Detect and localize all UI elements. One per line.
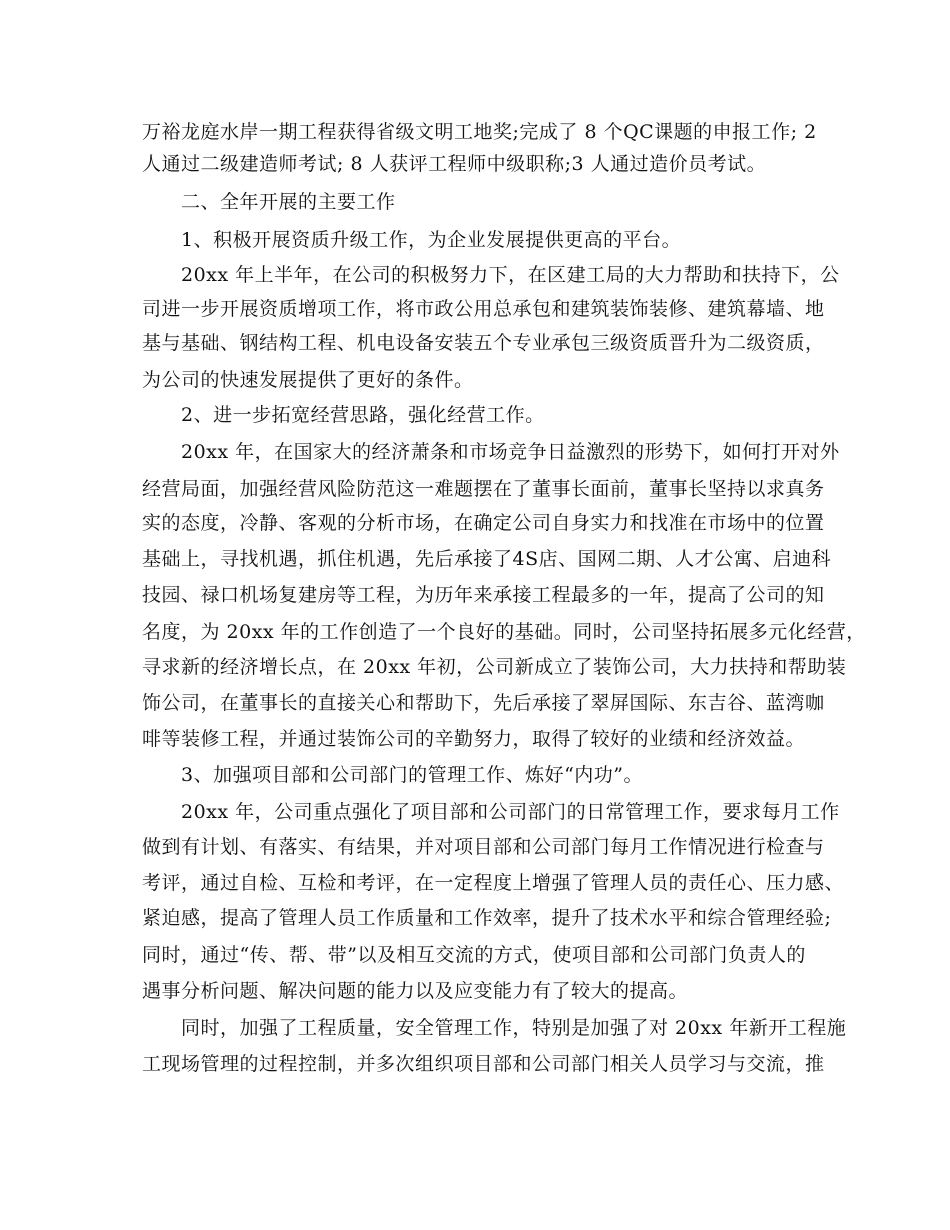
text-line: 万裕龙庭水岸一期工程获得省级文明工地奖;完成了 8 个QC课题的申报工作; 2 xyxy=(142,121,817,143)
text-line: 寻求新的经济增长点，在 20xx 年初，公司新成立了装饰公司，大力扶持和帮助装 xyxy=(142,656,847,678)
text-line: 名度，为 20xx 年的工作创造了一个良好的基础。同时，公司坚持拓展多元化经营， xyxy=(142,621,866,643)
subsection-heading: 3、加强项目部和公司部门的管理工作、炼好“内功”。 xyxy=(142,764,644,786)
text-line: 基与基础、钢结构工程、机电设备安装五个专业承包三级资质晋升为二级资质， xyxy=(142,332,825,354)
text-line: 人通过二级建造师考试; 8 人获评工程师中级职称;3 人通过造价员考试。 xyxy=(142,153,767,175)
text-line: 遇事分析问题、解决问题的能力以及应变能力有了较大的提高。 xyxy=(142,980,689,1002)
section-heading: 二、全年开展的主要工作 xyxy=(142,191,396,213)
text-line: 紧迫感，提高了管理人员工作质量和工作效率，提升了技术水平和综合管理经验; xyxy=(142,907,832,929)
subsection-heading: 2、进一步拓宽经营思路，强化经营工作。 xyxy=(142,404,545,426)
text-line: 技园、禄口机场复建房等工程，为历年来承接工程最多的一年，提高了公司的知 xyxy=(142,584,825,606)
text-line: 20xx 年上半年，在公司的积极努力下，在区建工局的大力帮助和扶持下，公 xyxy=(142,264,840,286)
text-line: 实的态度，冷静、客观的分析市场，在确定公司自身实力和找准在市场中的位置 xyxy=(142,512,825,534)
subsection-heading: 1、积极开展资质升级工作，为企业发展提供更高的平台。 xyxy=(142,229,682,251)
text-line: 为公司的快速发展提供了更好的条件。 xyxy=(142,369,474,391)
text-line: 饰公司，在董事长的直接关心和帮助下，先后承接了翠屏国际、东吉谷、蓝湾咖 xyxy=(142,692,825,714)
text-line: 20xx 年，公司重点强化了项目部和公司部门的日常管理工作，要求每月工作 xyxy=(142,801,840,823)
text-line: 司进一步开展资质增项工作，将市政公用总承包和建筑装饰装修、建筑幕墙、地 xyxy=(142,298,825,320)
text-line: 啡等装修工程，并通过装饰公司的辛勤努力，取得了较好的业绩和经济效益。 xyxy=(142,728,806,750)
text-line: 同时，通过“传、帮、带”以及相互交流的方式，使项目部和公司部门负责人的 xyxy=(142,944,806,966)
text-line: 做到有计划、有落实、有结果，并对项目部和公司部门每月工作情况进行检查与 xyxy=(142,836,825,858)
text-line: 工现场管理的过程控制，并多次组织项目部和公司部门相关人员学习与交流，推 xyxy=(142,1053,825,1075)
text-line: 经营局面，加强经营风险防范这一难题摆在了董事长面前，董事长坚持以求真务 xyxy=(142,478,825,500)
text-line: 同时，加强了工程质量，安全管理工作，特别是加强了对 20xx 年新开工程施 xyxy=(142,1017,847,1039)
text-line: 考评，通过自检、互检和考评，在一定程度上增强了管理人员的责任心、压力感、 xyxy=(142,872,845,894)
text-line: 20xx 年，在国家大的经济萧条和市场竞争日益激烈的形势下，如何打开对外 xyxy=(142,441,840,463)
text-line: 基础上，寻找机遇，抓住机遇，先后承接了4S店、国网二期、人才公寓、启迪科 xyxy=(142,548,832,570)
